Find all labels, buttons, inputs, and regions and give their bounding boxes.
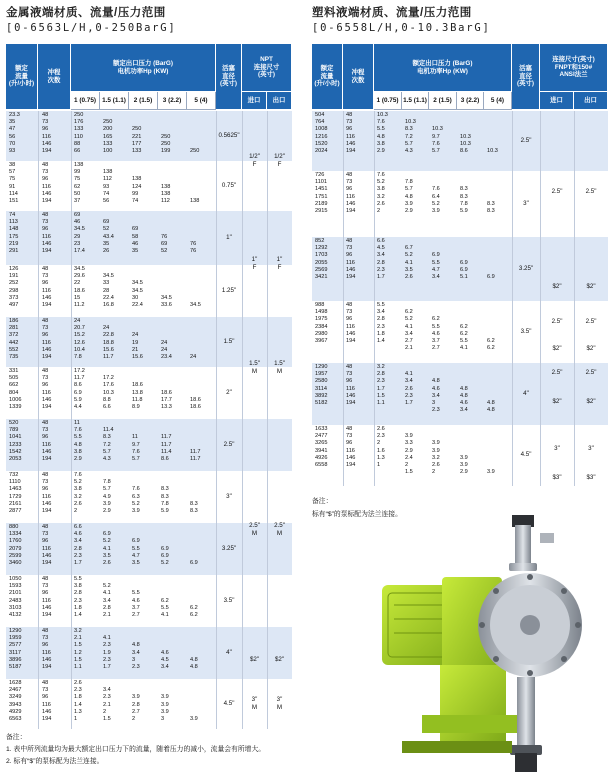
left-npt-in-d: 2.5" M <box>249 521 260 537</box>
left-cell-p5: 18.6 18.6 <box>190 396 201 411</box>
right-cell-p4: 6.2 6.2 5.5 4.1 <box>460 323 468 352</box>
right-cell-spm: 48 73 96 116 146 194 <box>346 172 356 215</box>
left-cell-p4: 138 138 112 <box>161 183 171 205</box>
left-cell-flow: 186 281 372 442 552 735 <box>9 318 19 361</box>
right-column-divider <box>343 111 344 486</box>
right-cell-p5: 8.3 8.3 <box>487 200 495 215</box>
right-cell-p3: 3.9 3.9 3.2 2.6 2 <box>432 440 440 476</box>
left-note-2: 2. 标有“$”的泵标配为法兰连接。 <box>6 758 104 765</box>
left-cell-p1: 17.2 11.7 8.6 6.9 5.9 4.4 <box>74 368 85 411</box>
left-cell-p2: 24 22.8 18.8 15.6 11.7 <box>103 325 114 361</box>
left-cell-p3: 5.5 4.6 3.7 2.7 <box>132 590 140 619</box>
left-cell-p5: 76 76 <box>190 240 197 255</box>
left-cell-p3: 18.6 13.8 11.8 8.9 <box>132 382 143 411</box>
left-cell-diameter: 0.75" <box>221 181 237 189</box>
left-cell-p1: 2.6 2.3 1.8 1.4 1.3 1 <box>74 680 82 723</box>
right-hp-3: 2 (1.5) <box>429 92 457 110</box>
right-cell-p4: 3.9 3.9 2.9 <box>460 454 468 476</box>
left-cell-p2: 250 200 165 133 100 <box>103 119 113 155</box>
left-cell-p5: 11.7 11.7 <box>190 448 201 463</box>
right-cell-p1: 2.6 2.3 2 1.6 1.3 1 <box>377 426 385 469</box>
left-cell-diameter: 3.5" <box>223 596 235 604</box>
right-conn-in-g3a: 2.5" <box>551 317 563 325</box>
left-cell-p4: 76 69 52 <box>161 233 168 255</box>
left-cell-p3: 4.8 3.4 3 2.3 <box>132 642 140 671</box>
left-cell-p3: 138 124 99 74 <box>132 176 142 205</box>
right-cell-spm: 48 73 96 116 146 194 <box>346 364 356 407</box>
left-cell-p4: 250 250 199 <box>161 133 171 155</box>
right-cell-spm: 48 73 96 116 146 194 <box>346 426 356 469</box>
left-cell-spm: 48 73 96 116 146 194 <box>42 576 52 619</box>
left-header-flow: 额定 流量 (升/小时) <box>6 44 38 110</box>
left-cell-p4: 11.7 11.7 11.4 8.6 <box>161 434 172 463</box>
left-hp-1: 1 (0.75) <box>71 92 100 110</box>
right-cell-diameter: 3.5" <box>520 327 532 335</box>
left-cell-p1: 69 46 34.5 29 23 17.4 <box>74 212 85 255</box>
right-header-pressure: 额定出口压力 (BarG) 电机功率Hp (KW) <box>374 44 512 92</box>
right-header-conn: 连接尺寸(英寸) FNPT和150# ANSI法兰 <box>540 44 608 92</box>
right-hp-2: 1.5 (1.1) <box>402 92 429 110</box>
right-cell-p5: 10.3 <box>487 148 498 155</box>
left-npt-out-c: 1.5" M <box>274 359 285 375</box>
left-hp-5: 5 (4) <box>187 92 216 110</box>
left-cell-p5: 24 <box>190 354 197 361</box>
right-header-inlet: 进口 <box>540 92 574 110</box>
left-cell-p5: 34.5 <box>190 302 201 309</box>
right-cell-p3: 10.3 9.7 7.6 5.7 <box>432 126 443 155</box>
left-cell-p2: 7.8 5.7 4.9 3.9 2.9 <box>103 479 111 515</box>
left-cell-p4: 6.2 5.5 4.1 <box>161 597 169 619</box>
left-cell-p2: 11.4 8.3 7.2 5.7 4.3 <box>103 427 114 463</box>
left-cell-p4: 8.3 8.3 7.8 5.9 <box>161 486 169 515</box>
right-conn-out-g4a: 2.5" <box>585 368 597 376</box>
left-cell-p1: 34.5 29.6 22 18.6 15 11.2 <box>74 266 85 309</box>
left-cell-spm: 48 73 96 116 146 194 <box>42 680 52 723</box>
left-cell-p5: 250 <box>190 148 200 155</box>
left-cell-p1: 138 99 75 62 50 37 <box>74 162 84 205</box>
right-hp-5: 5 (4) <box>484 92 512 110</box>
left-cell-p2: 4.1 2.3 1.9 2.3 1.7 <box>103 635 111 671</box>
left-cell-p3: 24 19 21 15.6 <box>132 332 143 361</box>
left-cell-diameter: 2" <box>226 388 232 396</box>
right-column-divider <box>540 111 541 486</box>
left-cell-p1: 11 7.6 5.5 4.8 3.8 2.9 <box>74 420 82 463</box>
left-cell-p5: 6.9 <box>190 560 198 567</box>
right-cell-p4: 4.8 4.8 4.6 3.4 <box>460 385 468 414</box>
right-cell-p4: 10.3 10.3 8.6 <box>460 133 471 155</box>
left-cell-p3: 69 58 46 35 <box>132 226 139 255</box>
left-cell-p5: 3.9 <box>190 716 198 723</box>
left-cell-p3: 34.5 34.5 30 22.4 <box>132 280 143 309</box>
right-cell-p2: 10.3 8.3 7.2 5.7 4.3 <box>405 119 416 155</box>
left-cell-p1: 24 20.7 15.2 12.6 10.4 7.8 <box>74 318 85 361</box>
right-conn-in-g4a: 2.5" <box>551 368 563 376</box>
left-cell-p1: 6.6 4.6 3.4 2.8 2.3 1.7 <box>74 524 82 567</box>
left-npt-out-e: $2" <box>274 655 285 663</box>
right-conn-in-g4b: $2" <box>552 397 562 405</box>
right-cell-p2: 6.2 5.2 4.1 3.4 2.7 2.1 <box>405 309 413 352</box>
right-conn-in-g3b: $2" <box>552 344 562 352</box>
right-subtitle: [0-6558L/H,0-10.3BarG] <box>312 22 491 34</box>
left-cell-p4: 6.9 6.9 5.2 <box>161 545 169 567</box>
left-cell-flow: 732 1110 1463 1729 2161 2877 <box>9 472 22 515</box>
right-cell-p5: 4.8 4.8 <box>487 400 495 414</box>
left-cell-diameter: 1.25" <box>221 286 237 294</box>
right-conn-out-g2: $2" <box>586 282 596 290</box>
right-header-flow: 额定 流量 (升/小时) <box>312 44 343 110</box>
left-header-stroke: 冲程 次数 <box>38 44 71 110</box>
left-cell-p2: 34.5 33 28 22.4 16.8 <box>103 273 114 309</box>
left-cell-spm: 48 73 96 116 146 194 <box>42 368 52 411</box>
left-npt-in-c: 1.5" M <box>249 359 260 375</box>
right-cell-p1: 3.2 2.8 2.3 1.7 1.5 1.1 <box>377 364 385 407</box>
left-cell-p5: 6.2 6.2 <box>190 604 198 619</box>
right-cell-p3: 6.2 5.5 4.6 3.7 2.7 <box>432 316 440 352</box>
left-cell-p4: 18.6 17.7 13.3 <box>161 389 172 411</box>
left-cell-p5: 4.8 4.8 <box>190 656 198 671</box>
left-cell-spm: 48 73 96 116 146 194 <box>42 266 52 309</box>
left-cell-p1: 5.5 3.8 2.8 2.3 1.8 1.4 <box>74 576 82 619</box>
right-conn-out-g1: 2.5" <box>585 187 597 195</box>
right-note-1: 标有“$”的泵标配为法兰连接。 <box>312 511 402 518</box>
left-npt-in-b: 1" F <box>251 255 258 271</box>
left-cell-flow: 38 57 75 91 114 151 <box>9 162 19 205</box>
right-hp-1: 1 (0.75) <box>374 92 402 110</box>
left-cell-spm: 48 73 96 116 146 194 <box>42 628 52 671</box>
left-cell-flow: 23.3 35 47 56 70 93 <box>9 112 20 155</box>
right-column-divider <box>574 111 575 486</box>
left-cell-p2: 69 52 43.4 35 26 <box>103 219 114 255</box>
right-hp-4: 3 (2.2) <box>457 92 484 110</box>
left-npt-in-e: $2" <box>249 655 260 663</box>
right-cell-p2: 7.8 5.7 4.8 3.9 2.9 <box>405 179 413 215</box>
left-cell-spm: 48 73 96 116 146 194 <box>42 112 52 155</box>
right-conn-out-g5a: 3" <box>588 444 594 452</box>
left-cell-p4: 4.6 4.5 3.4 <box>161 649 169 671</box>
right-column-divider <box>374 111 375 486</box>
left-cell-diameter: 1.5" <box>223 337 235 345</box>
right-cell-p5: 6.9 <box>487 274 495 281</box>
right-cell-diameter: 3.25" <box>518 264 534 272</box>
right-cell-diameter: 4.5" <box>520 451 532 459</box>
left-cell-p3: 250 221 177 133 <box>132 126 142 155</box>
right-cell-spm: 48 73 96 116 146 194 <box>346 112 356 155</box>
right-conn-in-g1: 2.5" <box>551 187 563 195</box>
right-conn-out-g3b: $2" <box>586 344 596 352</box>
left-cell-flow: 331 505 662 804 1006 1339 <box>9 368 22 411</box>
left-header-outlet: 出口 <box>267 92 292 110</box>
left-hp-2: 1.5 (1.1) <box>100 92 129 110</box>
left-npt-out-f: 3" M <box>276 695 283 711</box>
right-cell-flow: 988 1498 1975 2384 2980 3967 <box>315 302 328 345</box>
right-header-outlet: 出口 <box>574 92 608 110</box>
right-cell-p3: 6.9 5.5 4.7 3.4 <box>432 252 440 281</box>
left-cell-spm: 48 73 96 116 146 194 <box>42 524 52 567</box>
left-cell-p1: 250 176 133 110 88 66 <box>74 112 84 155</box>
right-conn-out-g4b: $2" <box>586 397 596 405</box>
left-cell-flow: 74 113 148 175 219 291 <box>9 212 19 255</box>
right-column-divider <box>512 111 513 486</box>
left-note-1: 1. 表中所列流量均为最大额定出口压力下的流量，随着压力的减小，流量会有所增大。 <box>6 746 266 753</box>
left-cell-spm: 48 73 96 116 146 194 <box>42 212 52 255</box>
pump-image <box>382 515 594 772</box>
right-cell-p1: 7.6 5.2 3.8 3.2 2.6 2 <box>377 172 385 215</box>
right-cell-spm: 48 73 96 116 146 194 <box>346 238 356 281</box>
right-title: 塑料液端材质、流量/压力范围 <box>312 7 472 19</box>
left-column-divider <box>38 111 39 729</box>
right-cell-p3: 7.6 6.4 5.2 3.9 <box>432 186 440 215</box>
left-cell-diameter: 4" <box>226 648 232 656</box>
left-cell-p5: 8.3 8.3 <box>190 500 198 515</box>
left-cell-spm: 48 73 96 116 146 194 <box>42 162 52 205</box>
left-cell-p5: 138 <box>190 198 200 205</box>
left-header-inlet: 进口 <box>242 92 267 110</box>
left-cell-p2: 6.9 5.2 4.1 3.5 2.6 <box>103 531 111 567</box>
left-cell-diameter: 3" <box>226 492 232 500</box>
right-cell-p1: 5.5 3.4 2.8 2.3 1.8 1.4 <box>377 302 385 345</box>
left-notes-title: 备注： <box>6 734 27 741</box>
left-cell-flow: 1628 2467 3249 3943 4929 6563 <box>9 680 22 723</box>
right-conn-in-g2: $2" <box>552 282 562 290</box>
right-cell-p1: 10.3 7.6 5.5 4.8 3.8 2.9 <box>377 112 388 155</box>
left-npt-out-d: 2.5" M <box>274 521 285 537</box>
right-cell-flow: 504 764 1008 1216 1520 2024 <box>315 112 328 155</box>
left-cell-p2: 5.2 4.1 3.4 2.8 2.1 <box>103 583 111 619</box>
left-cell-p1: 3.2 2.1 1.5 1.2 1.5 1.1 <box>74 628 82 671</box>
left-cell-p2: 17.2 17.6 10.3 8.8 6.6 <box>103 375 114 411</box>
left-cell-spm: 48 73 96 116 146 194 <box>42 420 52 463</box>
left-subtitle: [0-6563L/H,0-250BarG] <box>6 22 177 34</box>
left-cell-diameter: 2.5" <box>223 440 235 448</box>
right-header-diameter: 活塞 直径 (英寸) <box>512 44 540 110</box>
right-conn-out-g3a: 2.5" <box>585 317 597 325</box>
left-cell-spm: 48 73 96 116 146 194 <box>42 472 52 515</box>
left-cell-flow: 1050 1593 2101 2483 3103 4132 <box>9 576 22 619</box>
left-npt-out-b: 1" F <box>276 255 283 271</box>
right-row-group <box>312 111 608 171</box>
left-cell-p3: 7.6 6.3 5.2 3.9 <box>132 486 140 515</box>
left-cell-spm: 48 73 96 116 146 194 <box>42 318 52 361</box>
right-cell-flow: 1633 2477 3265 3941 4926 6558 <box>315 426 328 469</box>
right-cell-flow: 726 1101 1451 1751 2189 2915 <box>315 172 328 215</box>
right-cell-p5: 6.2 6.2 <box>487 338 495 352</box>
right-cell-spm: 48 73 96 116 146 194 <box>346 302 356 345</box>
left-header-npt: NPT 连接尺寸 (英寸) <box>242 44 292 92</box>
left-header-diameter: 活塞 直径 (英寸) <box>216 44 242 110</box>
left-cell-p3: 3.9 2.8 2.7 2 <box>132 694 140 723</box>
right-header-stroke: 冲程 次数 <box>343 44 374 110</box>
right-cell-diameter: 2.5" <box>520 136 532 144</box>
right-cell-p2: 3.9 3.3 2.9 2.4 2 1.5 <box>405 433 413 476</box>
right-conn-in-g5a: 3" <box>554 444 560 452</box>
left-cell-p4: 34.5 33.6 <box>161 294 172 309</box>
left-cell-flow: 126 191 252 298 373 497 <box>9 266 19 309</box>
left-cell-p4: 24 24 23.4 <box>161 339 172 361</box>
left-title: 金属液端材质、流量/压力范围 <box>6 7 166 19</box>
right-cell-diameter: 3" <box>523 199 529 207</box>
left-cell-p3: 6.9 5.5 4.7 3.5 <box>132 538 140 567</box>
left-header-pressure: 额定出口压力 (BarG) 电机功率Hp (KW) <box>71 44 216 92</box>
right-cell-p2: 4.1 3.4 2.6 2.3 1.7 <box>405 371 413 407</box>
left-cell-p1: 7.6 5.2 3.8 3.2 2.6 2 <box>74 472 82 515</box>
left-cell-p2: 3.4 2.3 2.1 2 1.5 <box>103 687 111 723</box>
right-cell-p2: 6.7 5.2 4.1 3.5 2.6 <box>405 245 413 281</box>
right-cell-flow: 1290 1957 2580 3114 3892 5182 <box>315 364 328 407</box>
left-cell-flow: 520 789 1041 1233 1542 2053 <box>9 420 22 463</box>
left-cell-p2: 138 112 93 74 56 <box>103 169 113 205</box>
left-cell-diameter: 3.25" <box>221 544 237 552</box>
left-cell-p4: 3.9 3.9 3.9 3 <box>161 694 169 723</box>
right-table-body <box>312 111 608 486</box>
left-cell-diameter: 1" <box>226 233 232 241</box>
right-conn-out-g5b: $3" <box>586 473 596 481</box>
left-cell-diameter: 0.5625" <box>218 131 240 139</box>
left-npt-in-a: 1/2" F <box>249 152 260 168</box>
left-npt-out-a: 1/2" F <box>274 152 285 168</box>
left-hp-3: 2 (1.5) <box>129 92 158 110</box>
right-notes-title: 备注： <box>312 498 333 505</box>
right-conn-in-g5b: $3" <box>552 473 562 481</box>
left-cell-p3: 11 9.7 7.6 5.7 <box>132 434 140 463</box>
left-cell-flow: 880 1334 1760 2079 2599 3460 <box>9 524 22 567</box>
left-cell-diameter: 4.5" <box>223 699 235 707</box>
right-cell-p3: 4.8 4.6 3.4 3 2.3 <box>432 378 440 414</box>
left-npt-in-f: 3" M <box>251 695 258 711</box>
right-cell-p1: 6.6 4.5 3.4 2.8 2.3 1.7 <box>377 238 385 281</box>
right-cell-p5: 3.9 <box>487 469 495 476</box>
left-column-divider <box>216 111 217 729</box>
left-column-divider <box>71 111 72 729</box>
right-cell-diameter: 4" <box>523 389 529 397</box>
left-hp-4: 3 (2.2) <box>158 92 187 110</box>
right-cell-p4: 8.3 8.3 7.8 5.9 <box>460 186 468 215</box>
left-cell-flow: 1290 1959 2577 3117 3896 5187 <box>9 628 22 671</box>
right-cell-flow: 852 1292 1703 2055 2569 3421 <box>315 238 328 281</box>
right-cell-p4: 6.9 6.9 5.1 <box>460 259 468 281</box>
